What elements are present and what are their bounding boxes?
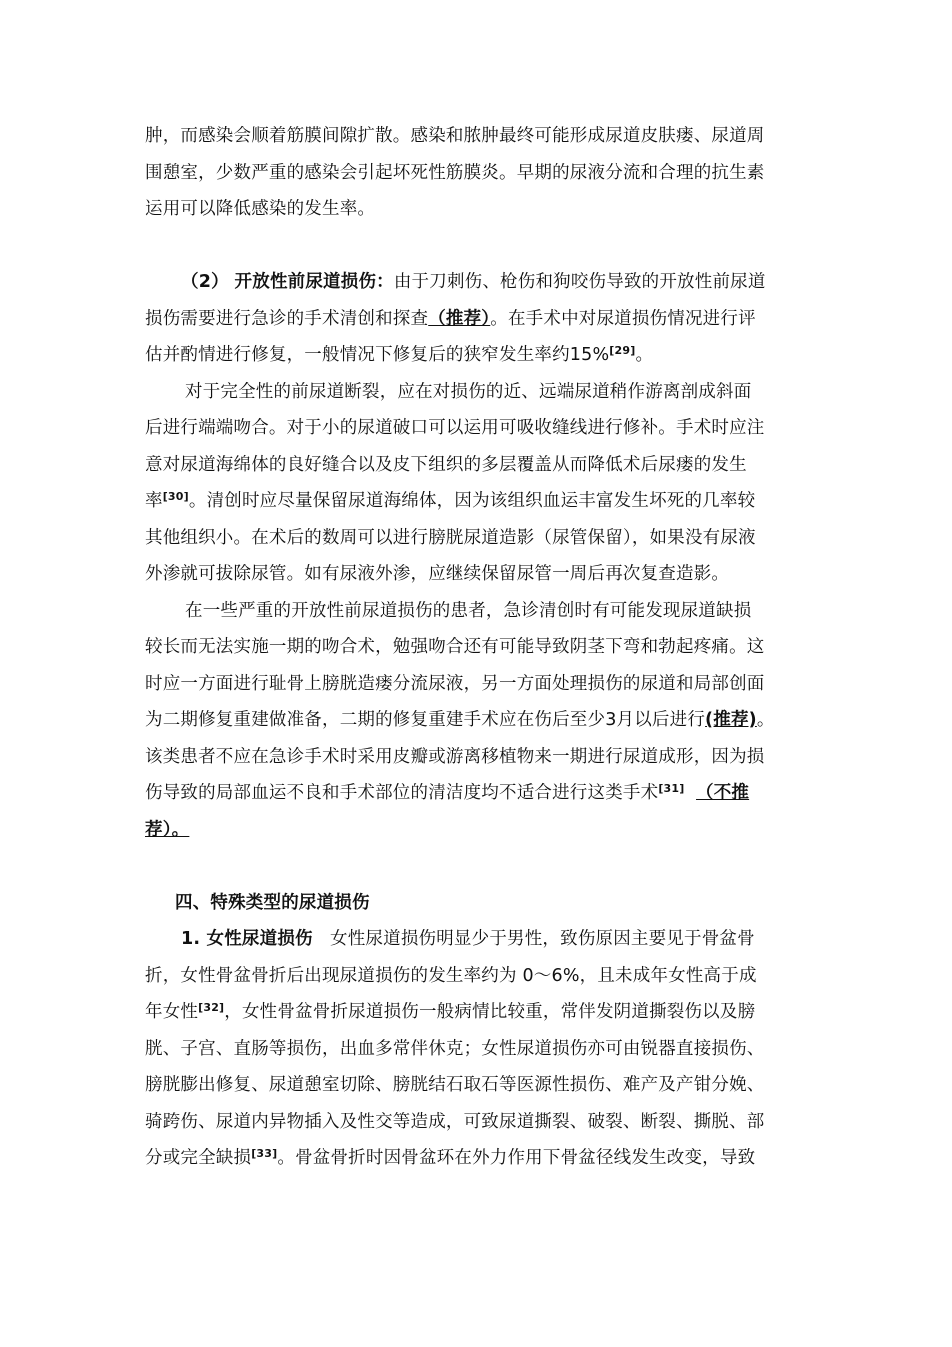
text-line: （2） 开放性前尿道损伤：由于刀刺伤、枪伤和狗咬伤导致的开放性前尿道 — [181, 272, 766, 292]
citation-ref: [32] — [198, 1001, 225, 1014]
citation-ref: [30] — [162, 490, 189, 503]
text-line: 为二期修复重建做准备，二期的修复重建手术应在伤后至少3月以后进行(推荐)。 — [145, 710, 775, 730]
text-line: 时应一方面进行耻骨上膀胱造瘘分流尿液，另一方面处理损伤的尿道和局部创面 — [145, 673, 765, 694]
text-line: 对于完全性的前尿道断裂，应在对损伤的近、远端尿道稍作游离剖成斜面 — [185, 381, 752, 402]
text-line: 率[30]。清创时应尽量保留尿道海绵体，因为该组织血运丰富发生坏死的几率较 — [145, 490, 756, 511]
text-line: 折，女性骨盆骨折后出现尿道损伤的发生率约为 0～6%，且未成年女性高于成 — [145, 965, 757, 986]
recommendation-tag: (推荐) — [705, 710, 757, 730]
text-line: 较长而无法实施一期的吻合术，勉强吻合还有可能导致阴茎下弯和勃起疼痛。这 — [145, 637, 765, 657]
paragraph-open-anterior-urethral-injury — [145, 264, 813, 374]
citation-ref: [29] — [609, 344, 636, 357]
text-line: 分或完全缺损[33]。骨盆骨折时因骨盆环在外力作用下骨盆径线发生改变，导致 — [145, 1147, 756, 1168]
text-line: 该类患者不应在急诊手术时采用皮瓣或游离移植物来一期进行尿道成形，因为损 — [145, 746, 765, 767]
section-heading: 四、特殊类型的尿道损伤 — [175, 892, 370, 913]
paragraph-gap — [145, 848, 813, 885]
text-line: 肿，而感染会顺着筋膜间隙扩散。感染和脓肿最终可能形成尿道皮肤瘘、尿道周 — [145, 126, 765, 146]
text-line: 估并酌情进行修复，一般情况下修复后的狭窄发生率约15%[29]。 — [145, 344, 654, 365]
text-line: 其他组织小。在术后的数周可以进行膀胱尿道造影（尿管保留），如果没有尿液 — [145, 527, 756, 548]
item-number: （2） — [181, 272, 229, 292]
text-line: 胱、子宫、直肠等损伤，出血多常伴休克；女性尿道损伤亦可由锐器直接损伤、 — [145, 1038, 765, 1059]
paragraph-severe-open-injury — [145, 593, 813, 849]
text-line: 运用可以降低感染的发生率。 — [145, 199, 376, 219]
not-recommended-tag-cont: 荐）。 — [145, 819, 190, 840]
text-line: 在一些严重的开放性前尿道损伤的患者，急诊清创时有可能发现尿道缺损 — [185, 600, 752, 621]
text-line: 年女性[32]，女性骨盆骨折尿道损伤一般病情比较重，常伴发阴道撕裂伤以及膀 — [145, 1001, 756, 1022]
text-line: 损伤需要进行急诊的手术清创和探查（推荐）。在手术中对尿道损伤情况进行评 — [145, 308, 756, 329]
citation-ref: [33] — [251, 1147, 278, 1160]
text-line: 伤导致的局部血运不良和手术部位的清洁度均不适合进行这类手术[31] （不推 — [145, 782, 750, 803]
text-line: 1. 女性尿道损伤 女性尿道损伤明显少于男性，致伤原因主要见于骨盆骨 — [181, 929, 755, 949]
text-line: 膀胱膨出修复、尿道憩室切除、膀胱结石取石等医源性损伤、难产及产钳分娩、 — [145, 1075, 765, 1095]
text-line: 骑跨伤、尿道内异物插入及性交等造成，可致尿道撕裂、破裂、断裂、撕脱、部 — [145, 1111, 765, 1132]
subsection-title: 1. 女性尿道损伤 — [181, 929, 313, 949]
text-line: 后进行端端吻合。对于小的尿道破口可以运用可吸收缝线进行修补。手术时应注 — [145, 418, 765, 438]
recommendation-tag: （推荐） — [428, 308, 491, 329]
paragraph-gap — [145, 228, 813, 265]
paragraph-complete-rupture — [145, 374, 813, 593]
section-special-urethral-injury — [145, 885, 813, 1177]
text-line: 外渗就可拔除尿管。如有尿液外渗，应继续保留尿管一周后再次复查造影。 — [145, 564, 730, 584]
not-recommended-tag: （不推 — [696, 783, 750, 803]
item-title: 开放性前尿道损伤： — [234, 272, 394, 292]
paragraph-infection — [145, 118, 813, 228]
text-line: 围憩室，少数严重的感染会引起坏死性筋膜炎。早期的尿液分流和合理的抗生素 — [145, 162, 765, 183]
citation-ref: [31] — [658, 782, 685, 795]
text-line — [145, 812, 813, 849]
text-line: 意对尿道海绵体的良好缝合以及皮下组织的多层覆盖从而降低术后尿瘘的发生 — [145, 454, 747, 475]
document-page — [145, 118, 813, 1177]
